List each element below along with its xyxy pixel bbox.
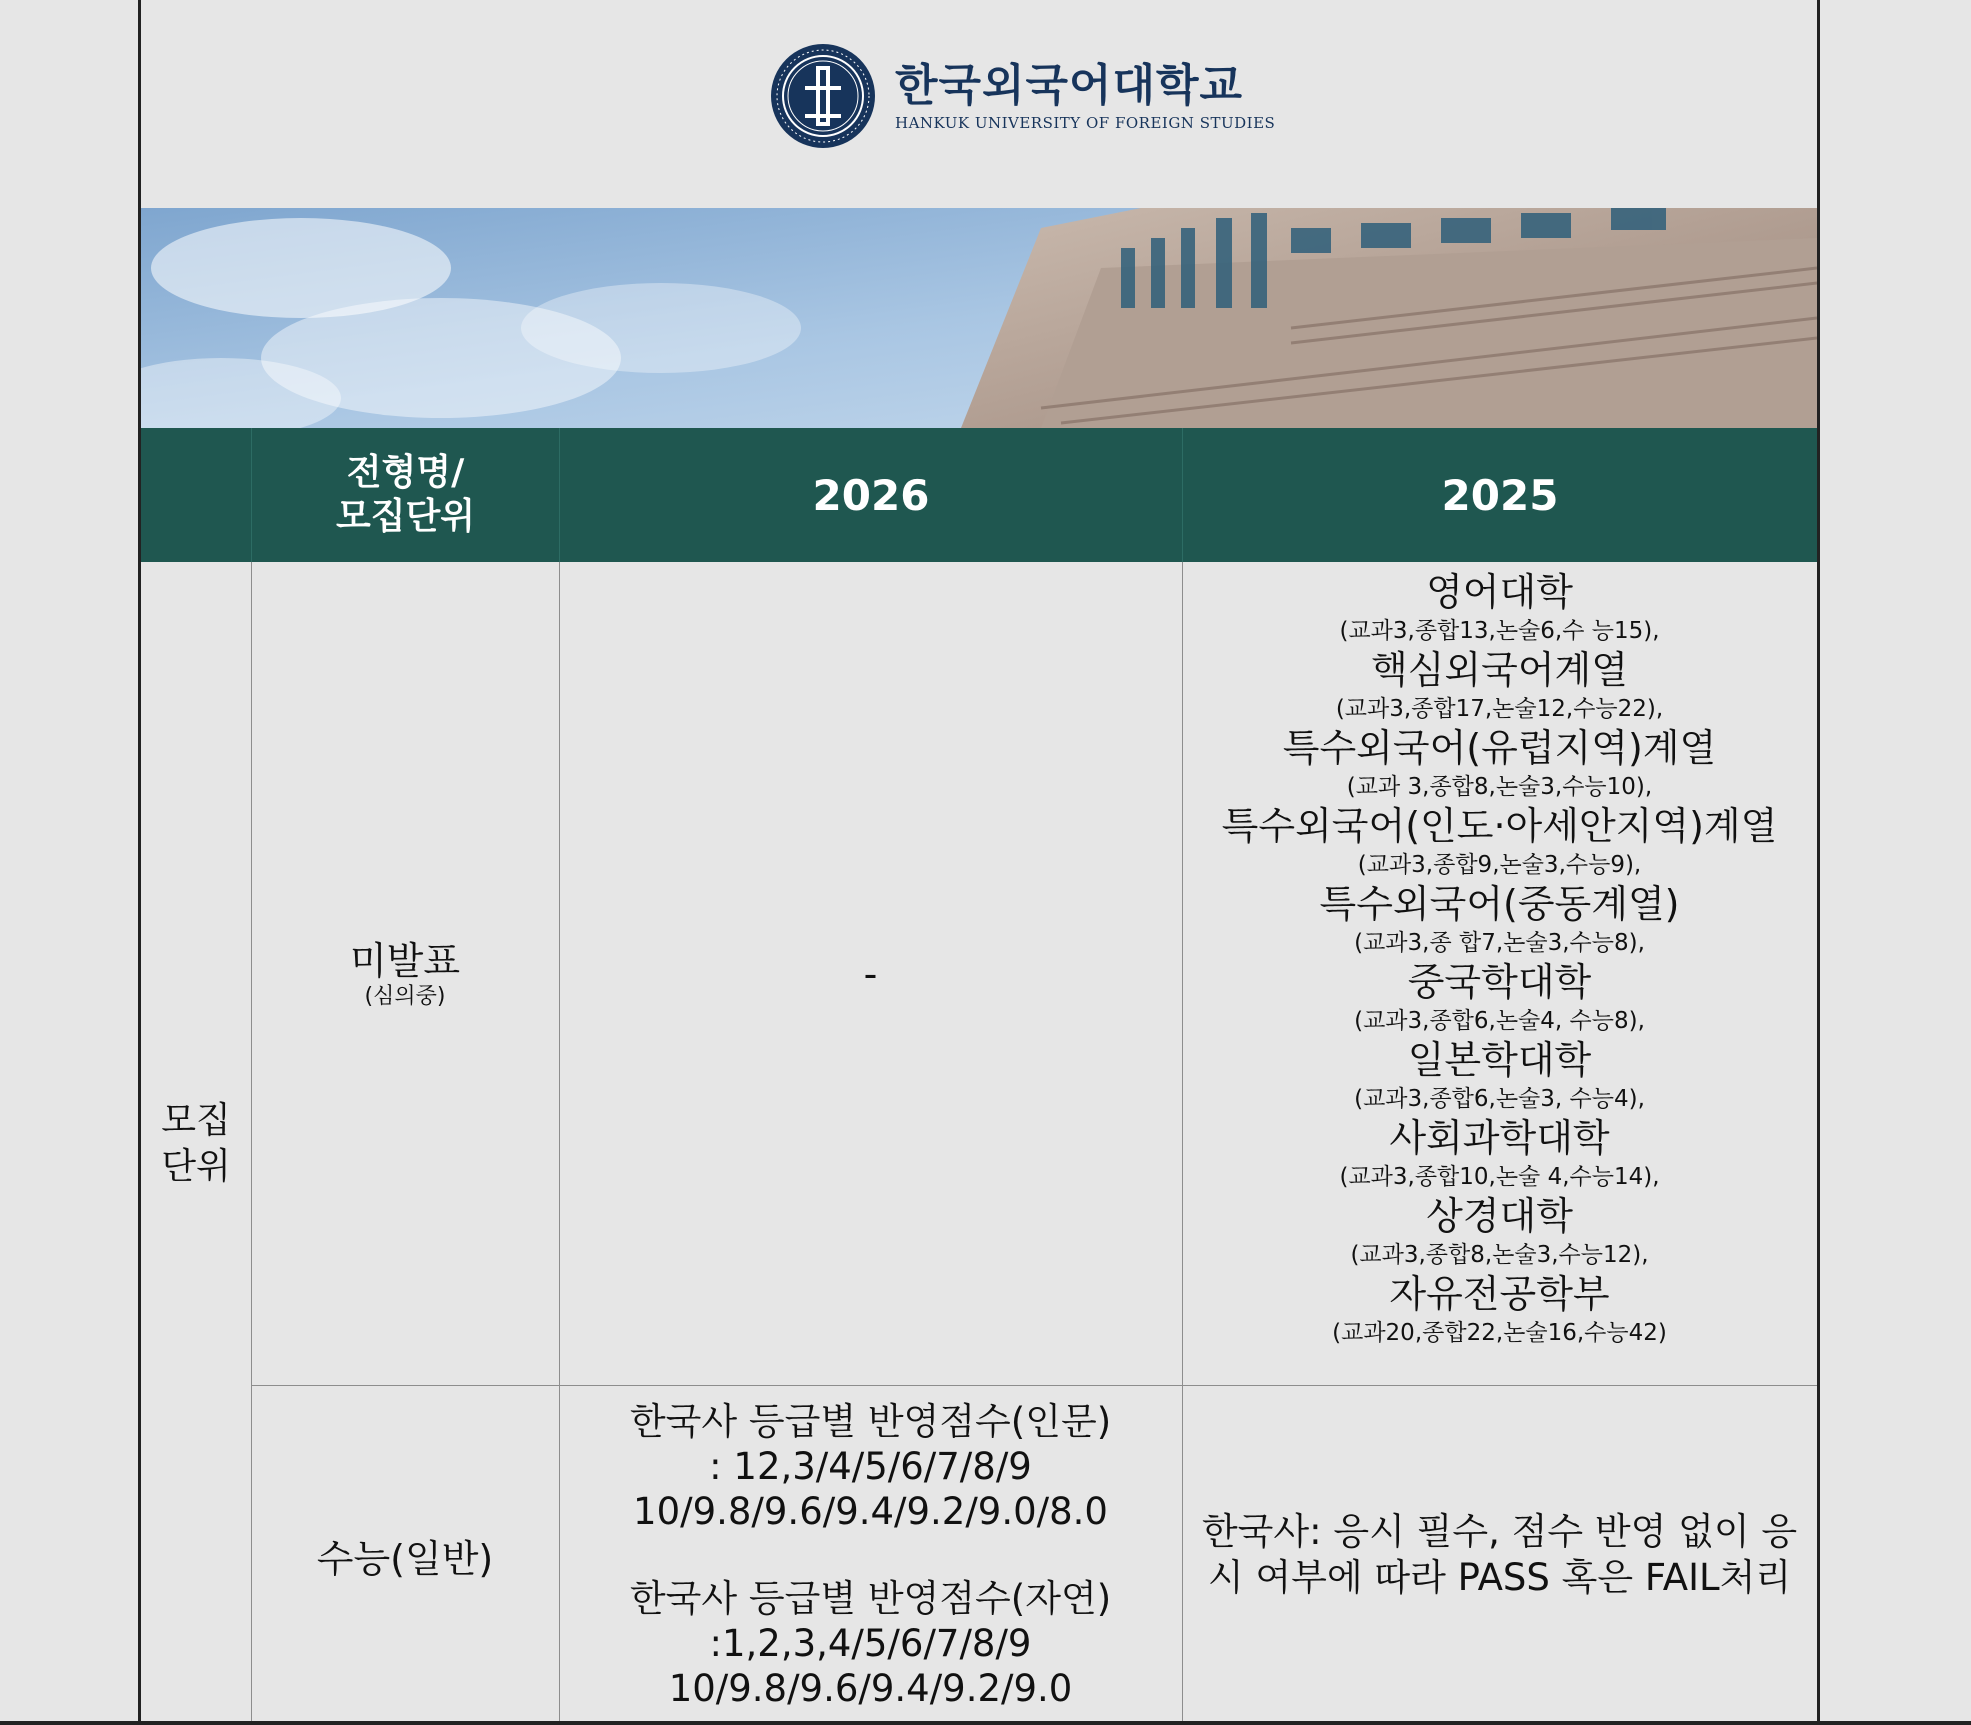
unit-note: (교과3,종 합7,논술3,수능8), (1354, 930, 1645, 956)
unit-name: 사회과학대학 (1389, 1116, 1610, 1160)
unit-name: 자유전공학부 (1389, 1272, 1610, 1316)
row1-type-sub: (심의중) (364, 983, 446, 1009)
row1-units-2025 (1182, 562, 1817, 1385)
grid-line (559, 562, 560, 1725)
unit-note: (교과3,종합10,논술 4,수능14), (1339, 1164, 1660, 1190)
university-logo (769, 42, 1275, 150)
unit-note: (교과 3,종합8,논술3,수능10), (1346, 774, 1653, 800)
row2-admission-type: 수능(일반) (316, 1536, 494, 1581)
unit-note: (교과3,종합13,논술6,수 능15), (1339, 618, 1660, 644)
logo-area (141, 0, 1817, 208)
unit-name: 특수외국어(유럽지역)계열 (1282, 726, 1717, 770)
university-emblem-icon (769, 42, 877, 150)
unit-name: 일본학대학 (1407, 1038, 1592, 1082)
row1-value-2026: - (863, 951, 878, 996)
humanities-grades: : 12,3/4/5/6/7/8/9 (709, 1445, 1032, 1488)
grid-line (251, 562, 252, 1725)
campus-banner-image (141, 208, 1817, 428)
row1-admission-type (251, 562, 559, 1385)
header-blank-cell (141, 428, 251, 562)
grid-line (251, 1385, 1817, 1386)
header-admission-type: 전형명/ 모집단위 (251, 428, 559, 562)
row2-value-2026 (559, 1385, 1182, 1725)
university-name-korean: 한국외국어대학교 (895, 60, 1244, 111)
unit-name: 핵심외국어계열 (1371, 648, 1628, 692)
bottom-border (0, 1721, 1971, 1725)
unit-name: 중국학대학 (1407, 960, 1592, 1004)
header-year-2025: 2025 (1182, 428, 1817, 562)
header-year-2026: 2026 (559, 428, 1182, 562)
row1-type-main: 미발표 (349, 938, 461, 983)
unit-name: 영어대학 (1426, 570, 1573, 614)
science-title: 한국사 등급별 반영점수(자연) (629, 1577, 1112, 1620)
unit-name: 특수외국어(인도·아세안지역)계열 (1221, 804, 1778, 848)
unit-name: 상경대학 (1426, 1194, 1573, 1238)
row-label-recruitment-unit: 모집 단위 (161, 1099, 231, 1187)
unit-note: (교과3,종합6,논술3, 수능4), (1354, 1086, 1645, 1112)
unit-note: (교과3,종합9,논술3,수능9), (1357, 852, 1642, 878)
unit-name: 특수외국어(중동계열) (1319, 882, 1680, 926)
humanities-scores: 10/9.8/9.6/9.4/9.2/9.0/8.0 (633, 1490, 1108, 1533)
unit-note: (교과3,종합6,논술4, 수능8), (1354, 1008, 1645, 1034)
unit-note: (교과3,종합8,논술3,수능12), (1350, 1242, 1649, 1268)
unit-note: (교과20,종합22,논술16,수능42) (1332, 1320, 1667, 1346)
row2-value-2025: 한국사: 응시 필수, 점수 반영 없이 응시 여부에 따라 PASS 혹은 FAIL처리 (1201, 1510, 1798, 1599)
grid-line (1182, 562, 1183, 1725)
unit-note: (교과3,종합17,논술12,수능22), (1335, 696, 1664, 722)
humanities-title: 한국사 등급별 반영점수(인문) (629, 1400, 1112, 1443)
science-grades: :1,2,3,4/5/6/7/8/9 (709, 1622, 1032, 1665)
science-scores: 10/9.8/9.6/9.4/9.2/9.0 (668, 1667, 1073, 1710)
university-name-english: HANKUK UNIVERSITY OF FOREIGN STUDIES (895, 114, 1276, 132)
document-page (138, 0, 1820, 1725)
